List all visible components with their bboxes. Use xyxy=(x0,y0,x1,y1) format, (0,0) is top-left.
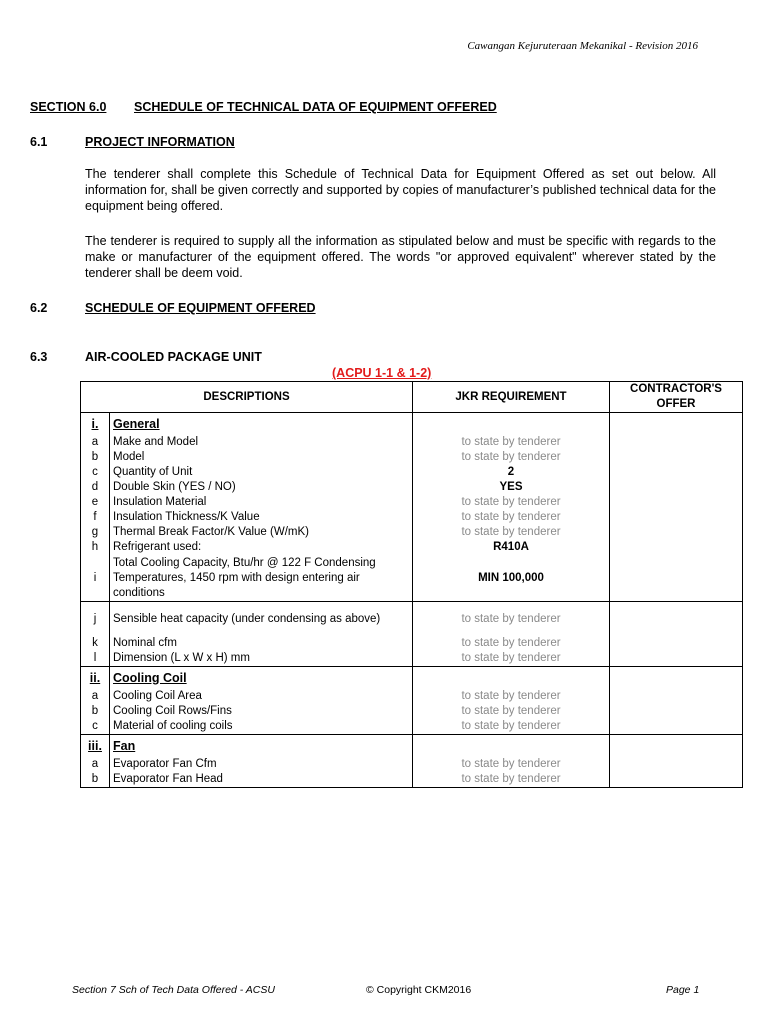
row-jkr-requirement: to state by tenderer xyxy=(413,704,610,719)
row-contractors-offer[interactable] xyxy=(610,495,743,510)
group-offer-cell xyxy=(610,735,743,758)
row-contractors-offer[interactable] xyxy=(610,704,743,719)
row-description: Cooling Coil Rows/Fins xyxy=(110,704,413,719)
row-description: Evaporator Fan Head xyxy=(110,772,413,788)
technical-data-table xyxy=(80,381,743,788)
row-letter: h xyxy=(81,540,110,555)
row-jkr-requirement: to state by tenderer xyxy=(413,719,610,735)
section-6-2-title: SCHEDULE OF EQUIPMENT OFFERED xyxy=(85,301,316,315)
row-description: Evaporator Fan Cfm xyxy=(110,757,413,772)
row-letter: e xyxy=(81,495,110,510)
row-contractors-offer[interactable] xyxy=(610,480,743,495)
group-row xyxy=(81,667,743,690)
group-label: i. xyxy=(81,413,110,436)
table-row xyxy=(81,602,743,637)
row-jkr-requirement: to state by tenderer xyxy=(413,757,610,772)
row-jkr-requirement: MIN 100,000 xyxy=(413,555,610,602)
section-6-2-number: 6.2 xyxy=(30,301,48,315)
table-row xyxy=(81,772,743,788)
table-row xyxy=(81,689,743,704)
row-jkr-requirement: 2 xyxy=(413,465,610,480)
row-jkr-requirement: to state by tenderer xyxy=(413,525,610,540)
section-6-3-number: 6.3 xyxy=(30,350,48,364)
section-number: SECTION 6.0 xyxy=(30,100,107,114)
row-letter: b xyxy=(81,772,110,788)
row-contractors-offer[interactable] xyxy=(610,555,743,602)
table-row xyxy=(81,525,743,540)
group-req-cell xyxy=(413,413,610,436)
group-req-cell xyxy=(413,667,610,690)
row-description: Refrigerant used: xyxy=(110,540,413,555)
section-6-3-subtitle: (ACPU 1-1 & 1-2) xyxy=(332,366,432,380)
row-description: Cooling Coil Area xyxy=(110,689,413,704)
section-6-1-title: PROJECT INFORMATION xyxy=(85,135,235,149)
table-row xyxy=(81,704,743,719)
row-jkr-requirement: to state by tenderer xyxy=(413,651,610,667)
row-contractors-offer[interactable] xyxy=(610,525,743,540)
table-row xyxy=(81,719,743,735)
row-contractors-offer[interactable] xyxy=(610,636,743,651)
section-6-3-title: AIR-COOLED PACKAGE UNIT xyxy=(85,350,262,364)
table-row xyxy=(81,757,743,772)
row-jkr-requirement: to state by tenderer xyxy=(413,772,610,788)
row-letter: k xyxy=(81,636,110,651)
row-description: Sensible heat capacity (under condensing as above) xyxy=(110,602,413,637)
table-row xyxy=(81,540,743,555)
row-description: Thermal Break Factor/K Value (W/mK) xyxy=(110,525,413,540)
row-jkr-requirement: to state by tenderer xyxy=(413,450,610,465)
row-letter: c xyxy=(81,719,110,735)
table-row xyxy=(81,480,743,495)
row-jkr-requirement: to state by tenderer xyxy=(413,495,610,510)
row-description: Total Cooling Capacity, Btu/hr @ 122 F Condensing Temperatures, 1450 rpm with design entering air conditions xyxy=(110,555,413,602)
group-offer-cell xyxy=(610,413,743,436)
table-row xyxy=(81,651,743,667)
header-descriptions: DESCRIPTIONS xyxy=(81,382,413,413)
group-title: Cooling Coil xyxy=(110,667,413,690)
row-description: Insulation Thickness/K Value xyxy=(110,510,413,525)
row-contractors-offer[interactable] xyxy=(610,719,743,735)
table-row xyxy=(81,555,743,602)
row-description: Dimension (L x W x H) mm xyxy=(110,651,413,667)
footer-copyright: © Copyright CKM2016 xyxy=(366,984,472,996)
row-description: Make and Model xyxy=(110,435,413,450)
row-letter: i xyxy=(81,555,110,602)
group-label: iii. xyxy=(81,735,110,758)
section-6-1-number: 6.1 xyxy=(30,135,48,149)
table-row xyxy=(81,435,743,450)
row-jkr-requirement: R410A xyxy=(413,540,610,555)
row-letter: j xyxy=(81,602,110,637)
row-jkr-requirement: to state by tenderer xyxy=(413,435,610,450)
header-note: Cawangan Kejuruteraan Mekanikal - Revision 2016 xyxy=(467,40,698,52)
row-description: Insulation Material xyxy=(110,495,413,510)
group-title: General xyxy=(110,413,413,436)
row-contractors-offer[interactable] xyxy=(610,435,743,450)
table-row xyxy=(81,465,743,480)
row-letter: a xyxy=(81,435,110,450)
table-row xyxy=(81,495,743,510)
paragraph-1: The tenderer shall complete this Schedule of Technical Data for Equipment Offered as set out below. All information for, shall be given correctly and supported by copies of manufacturer’s published technical data for the equipment being offered. xyxy=(85,167,716,213)
row-contractors-offer[interactable] xyxy=(610,465,743,480)
row-contractors-offer[interactable] xyxy=(610,602,743,637)
row-letter: a xyxy=(81,757,110,772)
group-title: Fan xyxy=(110,735,413,758)
paragraph-2: The tenderer is required to supply all the information as stipulated below and must be specific with regards to the make or manufacturer of the equipment offered. The words "or approved equivalent" wherever stated by the tenderer shall be deem void. xyxy=(85,234,716,280)
row-jkr-requirement: to state by tenderer xyxy=(413,510,610,525)
row-letter: a xyxy=(81,689,110,704)
group-offer-cell xyxy=(610,667,743,690)
header-jkr-requirement: JKR REQUIREMENT xyxy=(413,382,610,413)
row-letter: g xyxy=(81,525,110,540)
header-contractors-offer: CONTRACTOR'S OFFER xyxy=(610,382,743,413)
table-row xyxy=(81,510,743,525)
row-contractors-offer[interactable] xyxy=(610,772,743,788)
row-contractors-offer[interactable] xyxy=(610,651,743,667)
row-contractors-offer[interactable] xyxy=(610,540,743,555)
group-row xyxy=(81,413,743,436)
group-row xyxy=(81,735,743,758)
row-jkr-requirement: YES xyxy=(413,480,610,495)
row-description: Model xyxy=(110,450,413,465)
row-description: Double Skin (YES / NO) xyxy=(110,480,413,495)
section-title: SCHEDULE OF TECHNICAL DATA OF EQUIPMENT OFFERED xyxy=(134,100,497,114)
table-row xyxy=(81,636,743,651)
row-letter: b xyxy=(81,704,110,719)
row-contractors-offer[interactable] xyxy=(610,510,743,525)
row-letter: c xyxy=(81,465,110,480)
table-header-row xyxy=(81,382,743,413)
table-row xyxy=(81,450,743,465)
row-contractors-offer[interactable] xyxy=(610,757,743,772)
row-letter: b xyxy=(81,450,110,465)
row-letter: l xyxy=(81,651,110,667)
footer-page: Page 1 xyxy=(666,984,700,996)
row-description: Material of cooling coils xyxy=(110,719,413,735)
row-letter: f xyxy=(81,510,110,525)
group-req-cell xyxy=(413,735,610,758)
row-jkr-requirement: to state by tenderer xyxy=(413,689,610,704)
row-jkr-requirement: to state by tenderer xyxy=(413,602,610,637)
row-contractors-offer[interactable] xyxy=(610,689,743,704)
footer-left: Section 7 Sch of Tech Data Offered - ACSU xyxy=(72,984,275,996)
row-description: Nominal cfm xyxy=(110,636,413,651)
group-label: ii. xyxy=(81,667,110,690)
row-contractors-offer[interactable] xyxy=(610,450,743,465)
row-description: Quantity of Unit xyxy=(110,465,413,480)
row-letter: d xyxy=(81,480,110,495)
row-jkr-requirement: to state by tenderer xyxy=(413,636,610,651)
